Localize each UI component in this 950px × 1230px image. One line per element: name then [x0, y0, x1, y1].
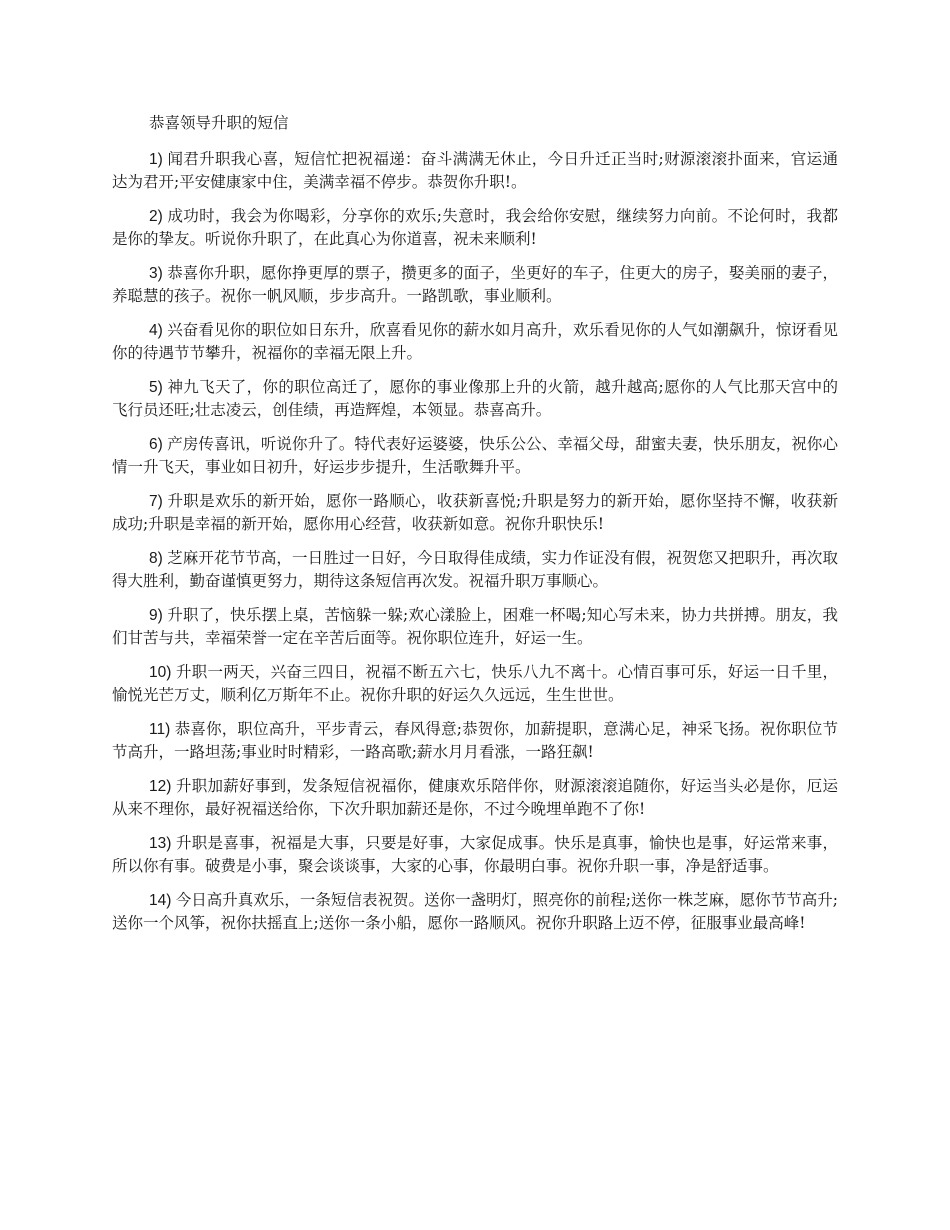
message-paragraph-14 — [112, 889, 838, 934]
message-paragraph-12 — [112, 775, 838, 820]
paragraph-text: 产房传喜讯，听说你升了。特代表好运婆婆，快乐公公、幸福父母，甜蜜夫妻，快乐朋友，祝你心情一升飞天，事业如日初升，好运步步提升，生活歌舞升平。 — [112, 435, 838, 476]
paragraph-number: 8) — [149, 550, 168, 567]
paragraph-text: 升职是欢乐的新开始，愿你一路顺心，收获新喜悦;升职是努力的新开始，愿你坚持不懈，收获新成功;升职是幸福的新开始，愿你用心经营，收获新如意。祝你升职快乐! — [112, 492, 838, 533]
paragraph-text: 神九飞天了，你的职位高迁了，愿你的事业像那上升的火箭，越升越高;愿你的人气比那天宫中的飞行员还旺;壮志凌云，创佳绩，再造辉煌，本领显。恭喜高升。 — [112, 378, 838, 419]
paragraph-number: 13) — [149, 835, 176, 852]
paragraph-number: 9) — [149, 607, 168, 624]
message-paragraph-11 — [112, 718, 838, 763]
document-page — [112, 112, 838, 946]
paragraph-text: 兴奋看见你的职位如日东升，欣喜看见你的薪水如月高升，欢乐看见你的人气如潮飙升，惊讶看见你的待遇节节攀升，祝福你的幸福无限上升。 — [112, 321, 838, 362]
paragraph-text: 升职一两天，兴奋三四日，祝福不断五六七，快乐八九不离十。心情百事可乐，好运一日千里，愉悦光芒万丈，顺利亿万斯年不止。祝你升职的好运久久远远，生生世世。 — [112, 663, 838, 704]
message-paragraph-13 — [112, 832, 838, 877]
message-paragraph-9 — [112, 604, 838, 649]
paragraph-number: 11) — [149, 721, 175, 738]
message-paragraph-8 — [112, 547, 838, 592]
paragraph-number: 12) — [149, 778, 176, 795]
paragraph-text: 成功时，我会为你喝彩，分享你的欢乐;失意时，我会给你安慰，继续努力向前。不论何时，我都是你的挚友。听说你升职了，在此真心为你道喜，祝未来顺利! — [112, 207, 838, 248]
paragraph-number: 5) — [149, 379, 168, 396]
paragraph-text: 升职了，快乐摆上桌，苦恼躲一躲;欢心漾脸上，困难一杯喝;知心写未来，协力共拼搏。朋友，我们甘苦与共，幸福荣誉一定在辛苦后面等。祝你职位连升，好运一生。 — [112, 606, 838, 647]
paragraph-number: 4) — [149, 322, 168, 339]
message-paragraph-1 — [112, 148, 838, 193]
message-paragraph-5 — [112, 376, 838, 421]
paragraph-number: 6) — [149, 436, 168, 453]
paragraph-number: 14) — [149, 892, 176, 909]
message-paragraph-10 — [112, 661, 838, 706]
message-paragraph-3 — [112, 262, 838, 307]
paragraph-number: 3) — [149, 265, 168, 282]
paragraph-text: 今日高升真欢乐，一条短信表祝贺。送你一盏明灯，照亮你的前程;送你一株芝麻，愿你节节高升;送你一个风筝，祝你扶摇直上;送你一条小船，愿你一路顺风。祝你升职路上迈不停，征服事业最高峰! — [112, 891, 838, 932]
paragraph-number: 10) — [149, 664, 176, 681]
paragraph-number: 1) — [149, 151, 168, 168]
paragraph-text: 恭喜你，职位高升，平步青云，春风得意;恭贺你，加薪提职，意满心足，神采飞扬。祝你职位节节高升，一路坦荡;事业时时精彩，一路高歌;薪水月月看涨，一路狂飙! — [112, 720, 838, 761]
paragraph-text: 闻君升职我心喜，短信忙把祝福递：奋斗满满无休止，今日升迁正当时;财源滚滚扑面来，官运通达为君开;平安健康家中住，美满幸福不停步。恭贺你升职!。 — [112, 150, 838, 191]
message-paragraph-4 — [112, 319, 838, 364]
paragraph-text: 恭喜你升职，愿你挣更厚的票子，攒更多的面子，坐更好的车子，住更大的房子，娶美丽的妻子，养聪慧的孩子。祝你一帆风顺，步步高升。一路凯歌，事业顺利。 — [112, 264, 838, 305]
message-paragraph-2 — [112, 205, 838, 250]
paragraph-number: 2) — [149, 208, 168, 225]
message-paragraph-7 — [112, 490, 838, 535]
paragraph-text: 芝麻开花节节高，一日胜过一日好，今日取得佳成绩，实力作证没有假，祝贺您又把职升，再次取得大胜利，勤奋谨慎更努力，期待这条短信再次发。祝福升职万事顺心。 — [112, 549, 838, 590]
paragraph-number: 7) — [149, 493, 168, 510]
paragraph-text: 升职是喜事，祝福是大事，只要是好事，大家促成事。快乐是真事，愉快也是事，好运常来事，所以你有事。破费是小事，聚会谈谈事，大家的心事，你最明白事。祝你升职一事，净是舒适事。 — [112, 834, 838, 875]
paragraph-text: 升职加薪好事到，发条短信祝福你，健康欢乐陪伴你，财源滚滚追随你，好运当头必是你，厄运从来不理你，最好祝福送给你，下次升职加薪还是你，不过今晚埋单跑不了你! — [112, 777, 838, 818]
document-title: 恭喜领导升职的短信 — [149, 114, 289, 132]
message-paragraph-6 — [112, 433, 838, 478]
